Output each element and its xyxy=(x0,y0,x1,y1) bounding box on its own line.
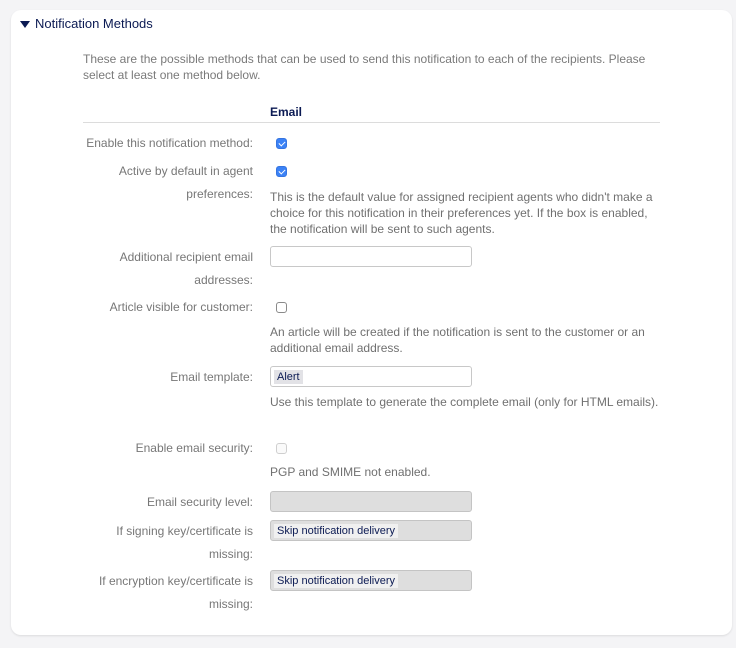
article-visible-help: An article will be created if the notification is sent to the customer or an additional email address. xyxy=(270,325,645,355)
security-level-label: Email security level: xyxy=(146,495,253,509)
security-level-select[interactable] xyxy=(270,491,472,512)
additional-recipients-label: Additional recipient email addresses: xyxy=(119,250,253,287)
panel-title: Notification Methods xyxy=(35,16,153,31)
signing-missing-label: If signing key/certificate is missing: xyxy=(116,524,253,561)
caret-down-icon xyxy=(20,21,30,28)
signing-missing-select[interactable] xyxy=(270,520,472,541)
email-template-label: Email template: xyxy=(170,370,253,384)
article-visible-checkbox[interactable] xyxy=(276,302,287,313)
email-security-label: Enable email security: xyxy=(135,441,253,455)
email-security-checkbox[interactable] xyxy=(276,443,287,454)
encryption-missing-select[interactable] xyxy=(270,570,472,591)
article-visible-label: Article visible for customer: xyxy=(109,300,253,314)
additional-recipients-input[interactable] xyxy=(270,246,472,267)
active-default-label xyxy=(83,160,253,206)
panel-toggle[interactable] xyxy=(20,16,153,31)
intro-text: These are the possible methods that can be used to send this notification to each of the recipients. Please select at least one method below. xyxy=(83,52,646,82)
encryption-missing-label: If encryption key/certificate is missing: xyxy=(98,574,253,611)
column-header-email: Email xyxy=(270,105,303,119)
email-security-help: PGP and SMIME not enabled. xyxy=(270,465,431,479)
enable-method-checkbox[interactable] xyxy=(276,138,287,149)
email-template-value: Alert xyxy=(274,370,303,384)
active-default-label-text: Active by default in agent preferences: xyxy=(118,164,253,201)
notification-methods-panel xyxy=(11,10,732,635)
encryption-missing-value: Skip notification delivery xyxy=(274,574,398,588)
column-header xyxy=(83,105,660,123)
email-template-help: Use this template to generate the complete email (only for HTML emails). xyxy=(270,395,659,409)
signing-missing-value: Skip notification delivery xyxy=(274,524,398,538)
enable-method-label: Enable this notification method: xyxy=(86,136,253,150)
active-default-checkbox[interactable] xyxy=(276,166,287,177)
active-default-help: This is the default value for assigned recipient agents who didn't make a choice for this notification in their preferences yet. If the box is enabled, the notification will be sent to such agents. xyxy=(270,190,653,236)
email-template-select[interactable] xyxy=(270,366,472,387)
